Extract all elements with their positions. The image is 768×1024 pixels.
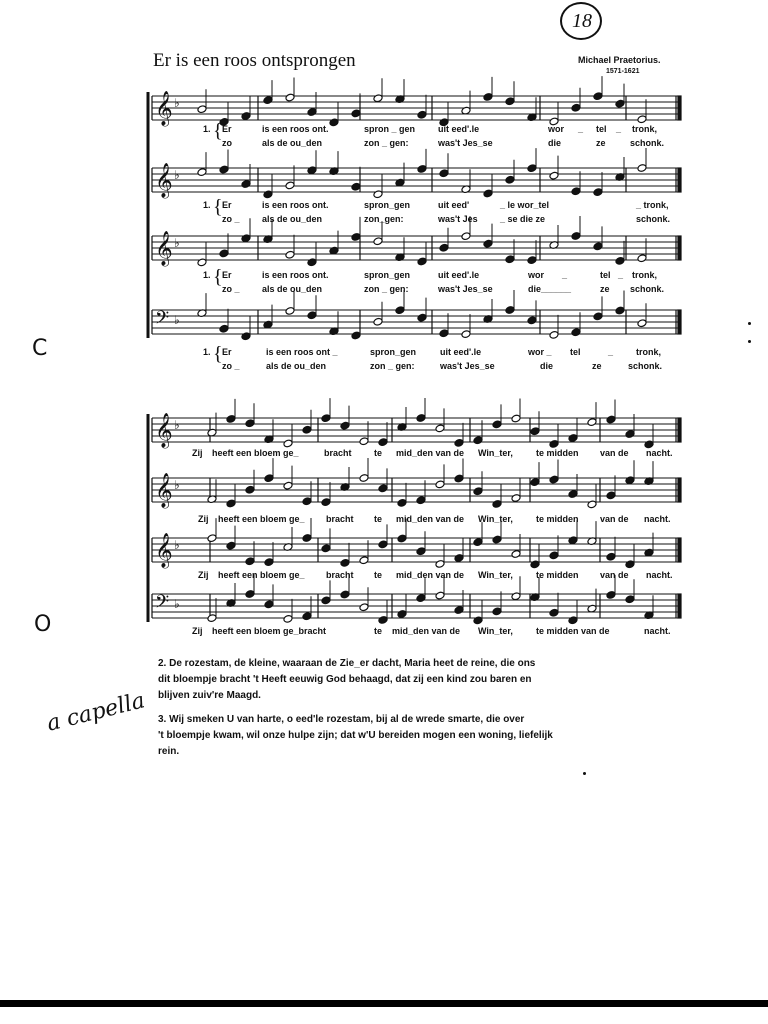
lyric: schonk.: [630, 138, 665, 148]
barlines: [148, 92, 681, 622]
lyric: als de ou_den: [262, 284, 323, 294]
flat-sign: ♭: [174, 478, 180, 492]
final-barline: [678, 96, 681, 120]
lyric: te midden: [536, 570, 579, 580]
lyric: was't Jes_se: [438, 284, 493, 294]
lyric: te midden van de: [536, 626, 610, 636]
speck: [583, 772, 586, 775]
lyric: ze: [596, 138, 606, 148]
lyric: Win_ter,: [478, 570, 513, 580]
lyric: mid_den van de: [392, 626, 461, 636]
lyric: zon _ gen:: [364, 138, 409, 148]
final-barline: [678, 594, 681, 618]
lyric: tel: [600, 270, 611, 280]
flat-sign: ♭: [174, 597, 180, 611]
page-number: 18: [572, 10, 592, 32]
lyric: heeft een bloem ge_: [212, 448, 299, 458]
lyric: uit eed'.le: [440, 347, 482, 357]
lyric: _: [562, 270, 568, 280]
lyric: heeft een bloem ge_bracht: [212, 626, 327, 636]
lyric: _: [616, 124, 622, 134]
bass-clef: 𝄢: [155, 592, 170, 617]
lyric: is een roos ont.: [262, 124, 329, 134]
lyric: als de ou_den: [262, 138, 323, 148]
lyric: is een roos ont _: [266, 347, 338, 357]
lyric: van de: [600, 448, 629, 458]
lyric: mid_den van de: [396, 570, 465, 580]
staff-lines: [152, 96, 680, 618]
lyric: nacht.: [644, 514, 671, 524]
lyric-brace: {: [213, 343, 223, 365]
lyric: tel: [596, 124, 607, 134]
song-title: Er is een roos ontsprongen: [153, 50, 356, 71]
composer-name: Michael Praetorius.: [578, 55, 661, 65]
flat-sign: ♭: [174, 96, 180, 110]
lyric: is een roos ont.: [262, 200, 329, 210]
lyric: schonk.: [636, 214, 671, 224]
lyric: uit eed': [438, 200, 470, 210]
lyric: was't Jes_se: [438, 138, 493, 148]
verse-number: 1.: [203, 200, 211, 210]
lyric: bracht: [326, 570, 354, 580]
lyric: _: [618, 270, 624, 280]
verse-line: rein.: [158, 746, 180, 757]
lyric: spron _ gen: [364, 124, 416, 134]
lyric: Er: [222, 200, 232, 210]
lyric: te: [374, 570, 383, 580]
handwritten-note: a capella: [44, 688, 148, 737]
lyric: _: [608, 347, 614, 357]
lyric: Win_ter,: [478, 626, 513, 636]
lyric: die______: [528, 284, 572, 294]
verse-number: 1.: [203, 347, 211, 357]
verse-line: 3. Wij smeken U van harte, o eed'le rozestam, bij al de wrede smarte, die over: [158, 714, 525, 725]
lyric: ze: [592, 361, 602, 371]
lyric: zo _: [222, 214, 240, 224]
lyric: die: [548, 138, 562, 148]
lyric: tronk,: [632, 270, 658, 280]
treble-clef: 𝄞: [155, 231, 173, 266]
lyric: zo _: [222, 361, 240, 371]
verse-line: dit bloempje bracht 't Heeft eeuwig God behaagd, dat zij een kind zou baren en: [158, 674, 532, 685]
treble-clef: 𝄞: [155, 473, 173, 508]
lyric: Win_ter,: [478, 448, 513, 458]
final-barline: [678, 168, 681, 192]
lyric: schonk.: [630, 284, 665, 294]
lyric: als de ou_den: [266, 361, 327, 371]
lyric: spron_gen: [370, 347, 417, 357]
lyric: wor: [528, 270, 545, 280]
lyric: spron_gen: [364, 200, 411, 210]
flat-sign: ♭: [174, 313, 180, 327]
lyric: _ se die ze: [500, 214, 546, 224]
verse-line: 't bloempje kwam, wil onze hulpe zijn; dat w'U bereiden mogen een woning, liefelijk: [158, 730, 553, 741]
lyric: te: [374, 448, 383, 458]
lyric: uit eed'.le: [438, 124, 480, 134]
lyric: wor _: [528, 347, 552, 357]
lyric: was't Jes: [438, 214, 478, 224]
lyric: Zij: [192, 626, 203, 636]
lyric: mid_den van de: [396, 448, 465, 458]
lyric: Zij: [192, 448, 203, 458]
lyric: tel: [570, 347, 581, 357]
lyric: nacht.: [646, 448, 673, 458]
lyric: schonk.: [628, 361, 663, 371]
treble-clef: 𝄞: [155, 533, 173, 568]
lyric: van de: [600, 514, 629, 524]
lyric: heeft een bloem ge_: [218, 514, 305, 524]
lyric: te: [374, 626, 383, 636]
lyric: van de: [600, 570, 629, 580]
composer-years: 1571-1621: [606, 68, 640, 75]
lyric: _ le wor_tel: [500, 200, 550, 210]
lyric: te: [374, 514, 383, 524]
treble-clef: 𝄞: [155, 163, 173, 198]
lyric: Er: [222, 347, 232, 357]
lyric: _: [578, 124, 584, 134]
final-barline: [678, 418, 681, 442]
lyric: tronk,: [636, 347, 662, 357]
clefs: [155, 91, 180, 617]
lyric: is een roos ont.: [262, 270, 329, 280]
lyric: zo: [222, 138, 232, 148]
flat-sign: ♭: [174, 538, 180, 552]
speck: [748, 322, 751, 325]
lyric: die: [540, 361, 554, 371]
verse-line: 2. De rozestam, de kleine, waaraan de Zie_er dacht, Maria heet de reine, die ons: [158, 658, 536, 669]
lyric: Zij: [198, 570, 209, 580]
final-barline: [678, 478, 681, 502]
final-barline: [678, 538, 681, 562]
verse-number: 1.: [203, 270, 211, 280]
flat-sign: ♭: [174, 236, 180, 250]
lyric-brace: {: [213, 120, 223, 142]
binder-hole-mark: O: [34, 612, 52, 637]
lyric: was't Jes_se: [440, 361, 495, 371]
lyric: uit eed'.le: [438, 270, 480, 280]
lyric: mid_den van de: [396, 514, 465, 524]
verse-line: blijven zuiv're Maagd.: [158, 690, 261, 701]
lyric: te midden: [536, 514, 579, 524]
verse-number: 1.: [203, 124, 211, 134]
treble-clef: 𝄞: [155, 91, 173, 126]
lyric: bracht: [326, 514, 354, 524]
final-barline: [678, 236, 681, 260]
lyric: nacht.: [644, 626, 671, 636]
final-barline: [678, 310, 681, 334]
lyric: te midden: [536, 448, 579, 458]
lyric-brace: {: [213, 196, 223, 218]
flat-sign: ♭: [174, 168, 180, 182]
bass-clef: 𝄢: [155, 308, 170, 333]
flat-sign: ♭: [174, 418, 180, 432]
lyric: heeft een bloem ge_: [218, 570, 305, 580]
lyric: _ tronk,: [636, 200, 669, 210]
lyric: Win_ter,: [478, 514, 513, 524]
lyric: spron_gen: [364, 270, 411, 280]
scan-edge-line: [0, 1000, 768, 1007]
treble-clef: 𝄞: [155, 413, 173, 448]
lyric: Zij: [198, 514, 209, 524]
binder-hole-mark: C: [32, 336, 48, 361]
lyric: Er: [222, 270, 232, 280]
lyric: bracht: [324, 448, 352, 458]
lyric: zon _ gen:: [370, 361, 415, 371]
lyric: Er: [222, 124, 232, 134]
speck: [748, 340, 751, 343]
lyric: wor: [548, 124, 565, 134]
lyric-brace: {: [213, 266, 223, 288]
lyric: zon_gen:: [364, 214, 404, 224]
lyric: zon _ gen:: [364, 284, 409, 294]
lyric: zo _: [222, 284, 240, 294]
lyric: tronk,: [632, 124, 658, 134]
lyric: als de ou_den: [262, 214, 323, 224]
lyric: ze: [600, 284, 610, 294]
lyric: nacht.: [646, 570, 673, 580]
